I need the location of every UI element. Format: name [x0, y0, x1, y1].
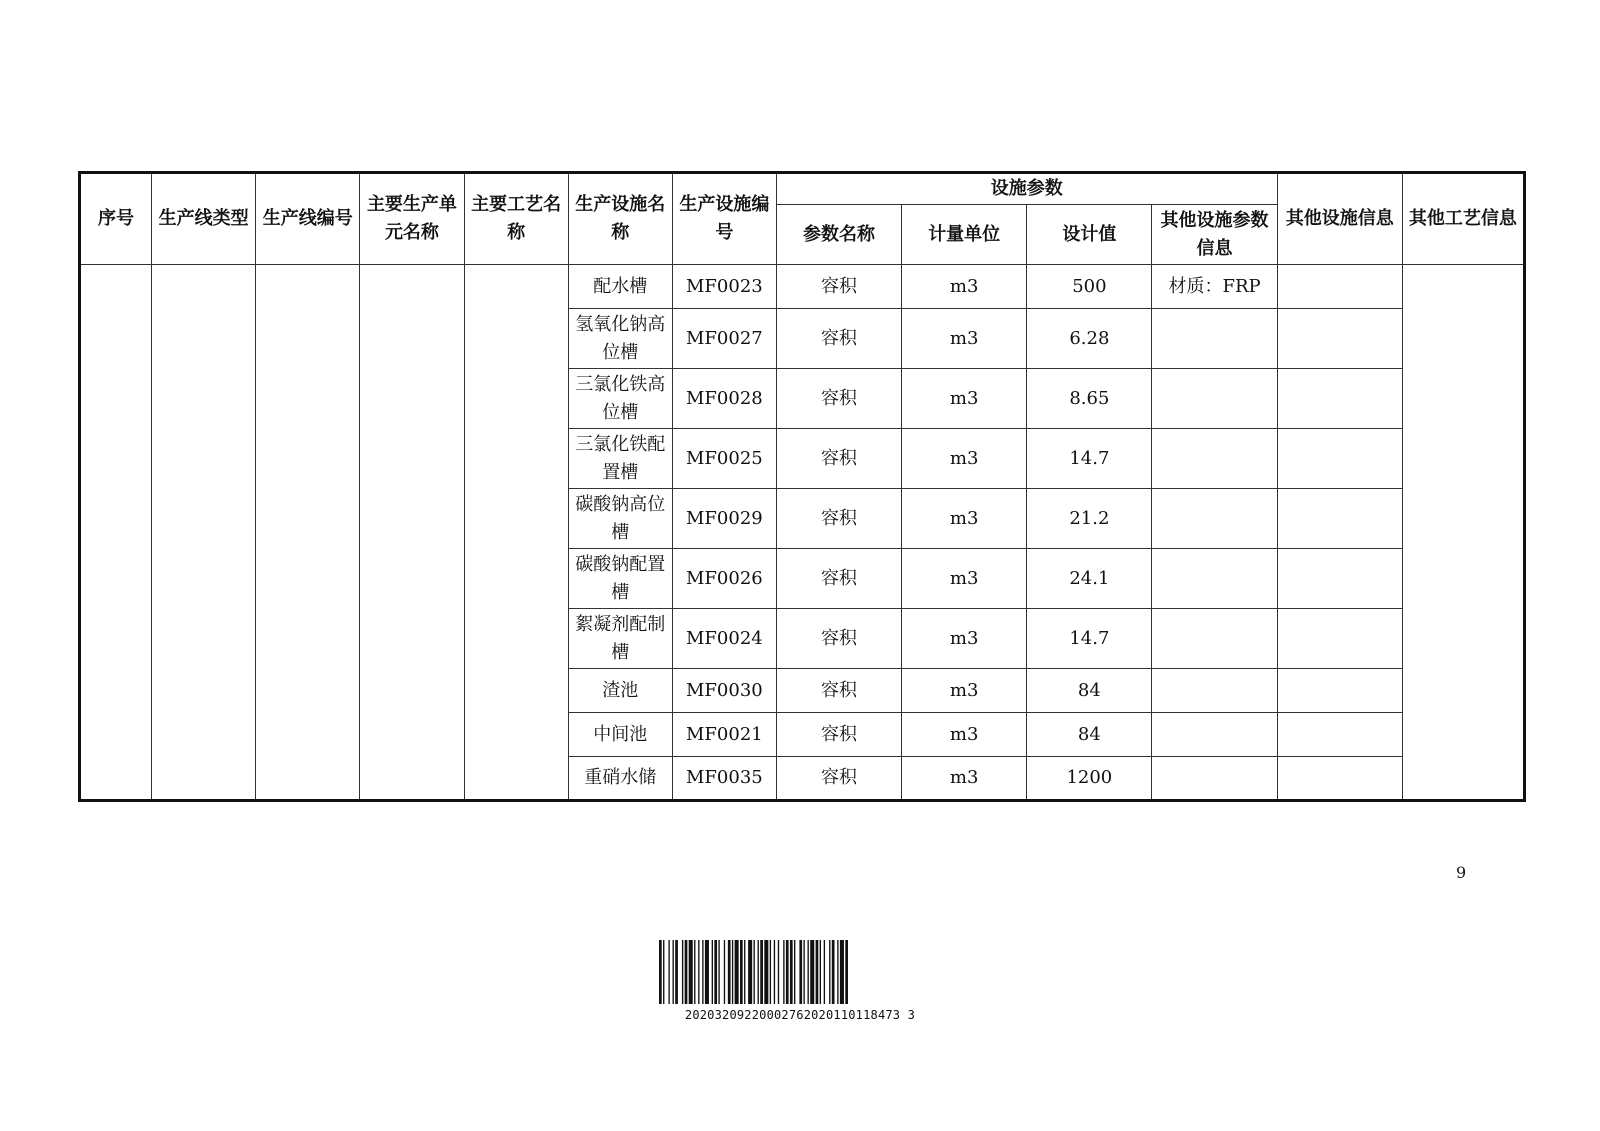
header-facility-name: 生产设施名称: [568, 173, 672, 265]
cell-facility-name: 三氯化铁配置槽: [568, 429, 672, 489]
header-unit: 计量单位: [902, 205, 1027, 265]
facility-parameters-table: [78, 171, 1526, 802]
table-body: [80, 265, 1525, 801]
header-param-name: 参数名称: [776, 205, 901, 265]
header-other-process-info: 其他工艺信息: [1402, 173, 1524, 265]
cell-design-value: 84: [1027, 669, 1152, 713]
cell-unit: m3: [902, 669, 1027, 713]
cell-facility-code: MF0025: [672, 429, 776, 489]
cell-param-name: 容积: [776, 429, 901, 489]
cell-unit: m3: [902, 309, 1027, 369]
header-design-value: 设计值: [1027, 205, 1152, 265]
cell-design-value: 6.28: [1027, 309, 1152, 369]
cell-unit: m3: [902, 429, 1027, 489]
cell-unit: m3: [902, 757, 1027, 801]
cell-other-facility-info: [1277, 549, 1402, 609]
cell-other-param-info: [1152, 757, 1277, 801]
cell-line-code: [256, 265, 360, 801]
cell-other-param-info: [1152, 429, 1277, 489]
cell-facility-name: 絮凝剂配制槽: [568, 609, 672, 669]
header-line-code: 生产线编号: [256, 173, 360, 265]
cell-facility-code: MF0023: [672, 265, 776, 309]
header-process-name: 主要工艺名称: [464, 173, 568, 265]
cell-unit: m3: [902, 609, 1027, 669]
cell-facility-code: MF0024: [672, 609, 776, 669]
cell-facility-name: 中间池: [568, 713, 672, 757]
cell-other-facility-info: [1277, 429, 1402, 489]
cell-other-param-info: [1152, 713, 1277, 757]
barcode: [655, 940, 945, 1024]
cell-other-param-info: 材质：FRP: [1152, 265, 1277, 309]
cell-facility-name: 配水槽: [568, 265, 672, 309]
cell-facility-code: MF0030: [672, 669, 776, 713]
header-other-facility-info: 其他设施信息: [1277, 173, 1402, 265]
cell-facility-code: MF0035: [672, 757, 776, 801]
cell-design-value: 8.65: [1027, 369, 1152, 429]
cell-process-name: [464, 265, 568, 801]
header-seq: 序号: [80, 173, 152, 265]
barcode-number: 20203209220002762020110118473 3: [684, 1008, 916, 1022]
cell-facility-name: 渣池: [568, 669, 672, 713]
cell-param-name: 容积: [776, 265, 901, 309]
table-header: [80, 173, 1525, 265]
cell-other-param-info: [1152, 669, 1277, 713]
cell-facility-name: 三氯化铁高位槽: [568, 369, 672, 429]
cell-design-value: 21.2: [1027, 489, 1152, 549]
cell-other-param-info: [1152, 369, 1277, 429]
cell-other-facility-info: [1277, 265, 1402, 309]
cell-other-facility-info: [1277, 713, 1402, 757]
cell-unit: m3: [902, 265, 1027, 309]
cell-design-value: 14.7: [1027, 609, 1152, 669]
cell-unit: m3: [902, 549, 1027, 609]
cell-other-param-info: [1152, 309, 1277, 369]
page-number: 9: [1456, 863, 1467, 882]
cell-other-facility-info: [1277, 609, 1402, 669]
cell-line-type: [152, 265, 256, 801]
cell-design-value: 14.7: [1027, 429, 1152, 489]
cell-other-process-info: [1402, 265, 1524, 801]
cell-unit: m3: [902, 713, 1027, 757]
cell-facility-code: MF0026: [672, 549, 776, 609]
header-unit-name: 主要生产单元名称: [360, 173, 464, 265]
cell-design-value: 500: [1027, 265, 1152, 309]
cell-param-name: 容积: [776, 669, 901, 713]
table-row: [80, 265, 1525, 309]
cell-other-facility-info: [1277, 669, 1402, 713]
cell-other-param-info: [1152, 609, 1277, 669]
cell-facility-name: 重硝水储: [568, 757, 672, 801]
cell-param-name: 容积: [776, 309, 901, 369]
cell-param-name: 容积: [776, 757, 901, 801]
cell-param-name: 容积: [776, 549, 901, 609]
cell-other-facility-info: [1277, 369, 1402, 429]
cell-facility-name: 碳酸钠配置槽: [568, 549, 672, 609]
cell-design-value: 24.1: [1027, 549, 1152, 609]
cell-other-facility-info: [1277, 757, 1402, 801]
cell-param-name: 容积: [776, 369, 901, 429]
cell-design-value: 84: [1027, 713, 1152, 757]
cell-facility-code: MF0027: [672, 309, 776, 369]
cell-param-name: 容积: [776, 713, 901, 757]
cell-other-param-info: [1152, 549, 1277, 609]
cell-unit: m3: [902, 369, 1027, 429]
cell-design-value: 1200: [1027, 757, 1152, 801]
cell-facility-name: 碳酸钠高位槽: [568, 489, 672, 549]
barcode-icon: [659, 940, 941, 1004]
cell-param-name: 容积: [776, 489, 901, 549]
header-other-param-info: 其他设施参数信息: [1152, 205, 1277, 265]
cell-seq: [80, 265, 152, 801]
cell-param-name: 容积: [776, 609, 901, 669]
cell-facility-code: MF0028: [672, 369, 776, 429]
cell-unit: m3: [902, 489, 1027, 549]
cell-other-facility-info: [1277, 489, 1402, 549]
cell-unit-name: [360, 265, 464, 801]
header-line-type: 生产线类型: [152, 173, 256, 265]
cell-other-facility-info: [1277, 309, 1402, 369]
header-facility-params: 设施参数: [776, 173, 1277, 205]
cell-facility-code: MF0021: [672, 713, 776, 757]
header-facility-code: 生产设施编号: [672, 173, 776, 265]
cell-other-param-info: [1152, 489, 1277, 549]
cell-facility-name: 氢氧化钠高位槽: [568, 309, 672, 369]
cell-facility-code: MF0029: [672, 489, 776, 549]
